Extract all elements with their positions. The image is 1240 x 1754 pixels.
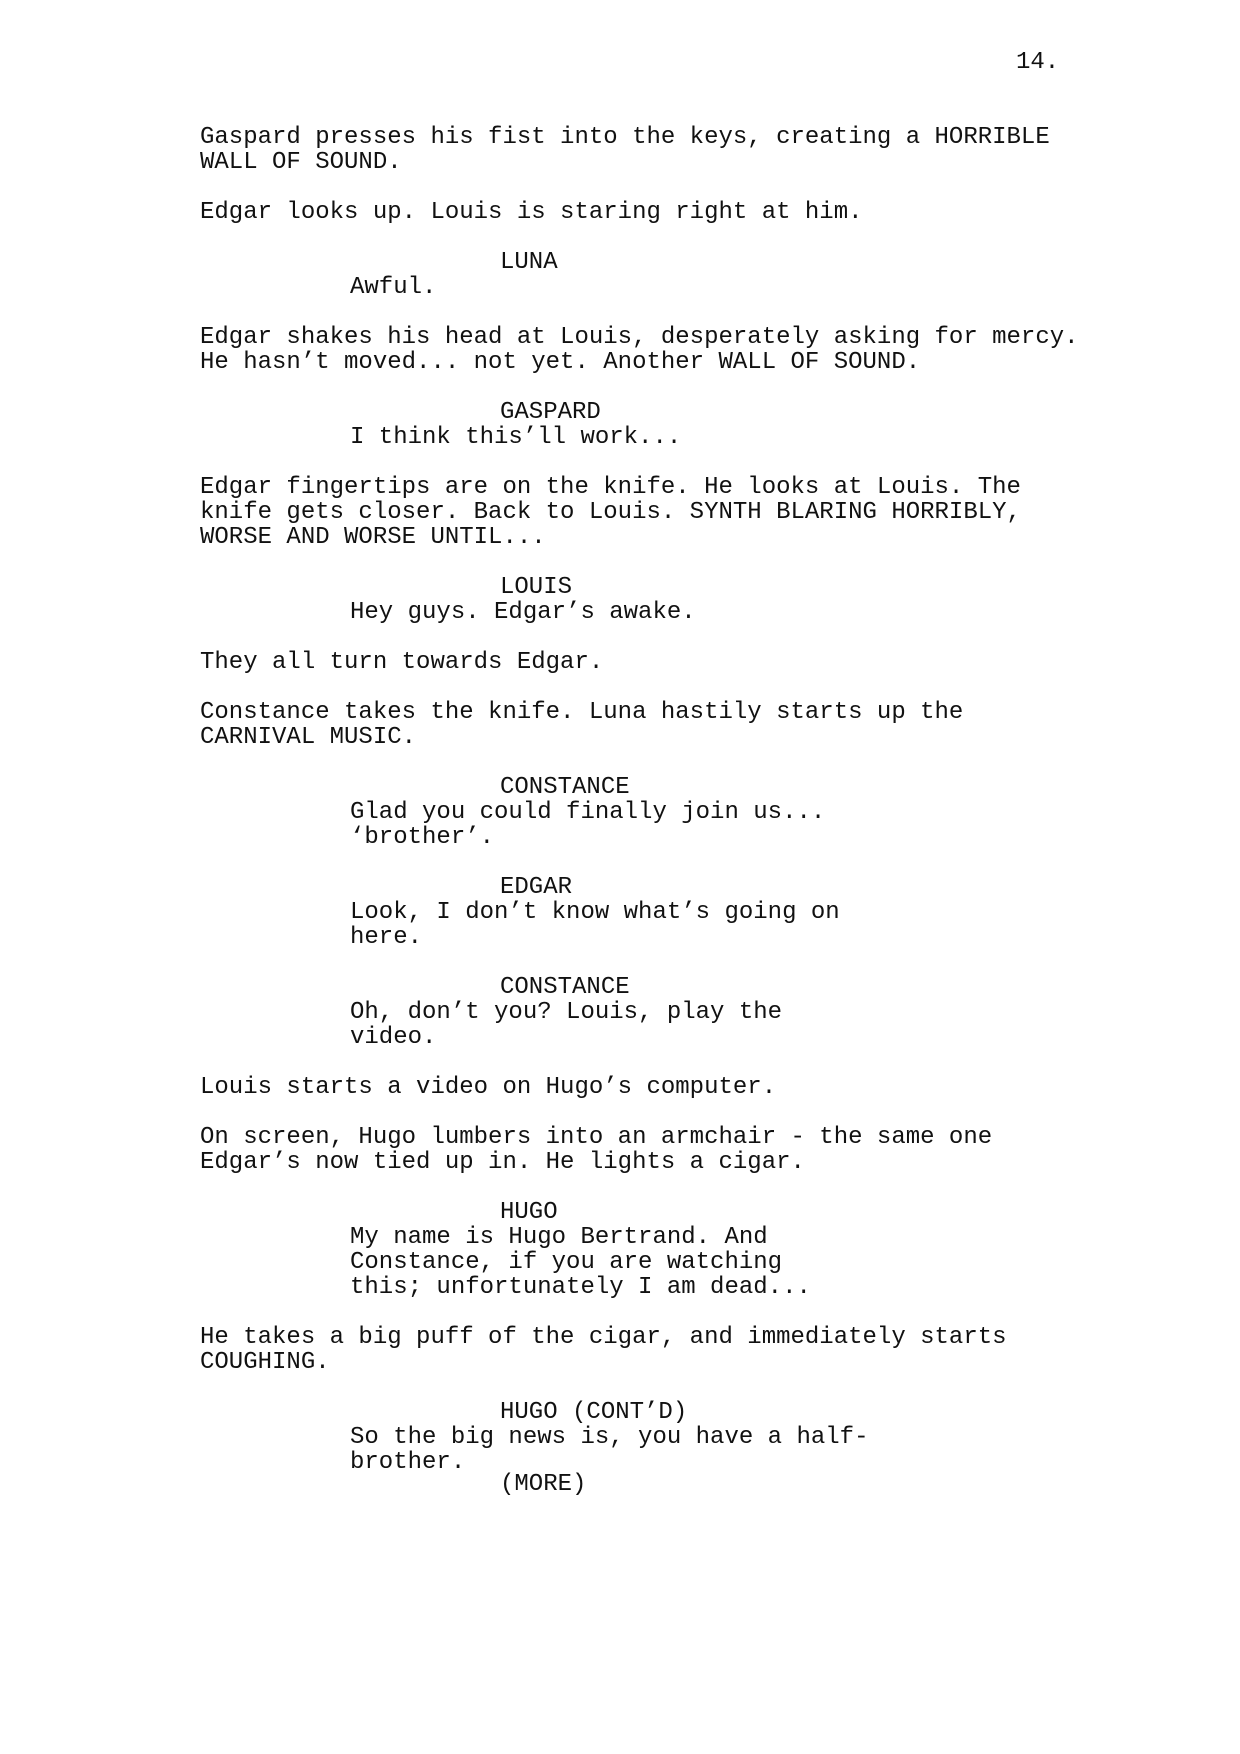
action-line: Edgar fingertips are on the knife. He looks at Louis. The <box>200 474 1021 501</box>
action-line: Edgar’s now tied up in. He lights a cigar. <box>200 1149 805 1176</box>
action-line: On screen, Hugo lumbers into an armchair - the same one <box>200 1124 993 1151</box>
action-line: Constance takes the knife. Luna hastily starts up the <box>200 699 964 726</box>
dialogue-line: Constance, if you are watching <box>350 1249 783 1276</box>
page-number: 14. <box>1016 49 1060 76</box>
dialogue-line: I think this’ll work... <box>350 424 682 451</box>
dialogue-line: brother. <box>350 1449 466 1476</box>
dialogue-line: ‘brother’. <box>350 824 495 851</box>
dialogue-line: Oh, don’t you? Louis, play the <box>350 999 783 1026</box>
dialogue-line: Awful. <box>350 274 437 301</box>
dialogue-line: video. <box>350 1024 437 1051</box>
dialogue-line: Glad you could finally join us... <box>350 799 826 826</box>
character-cue: CONSTANCE <box>500 774 630 801</box>
action-line: Edgar looks up. Louis is staring right at him. <box>200 199 863 226</box>
dialogue-line: My name is Hugo Bertrand. And <box>350 1224 768 1251</box>
action-line: WORSE AND WORSE UNTIL... <box>200 524 546 551</box>
dialogue-line: this; unfortunately I am dead... <box>350 1274 811 1301</box>
action-line: He takes a big puff of the cigar, and immediately starts <box>200 1324 1007 1351</box>
dialogue-line: Look, I don’t know what’s going on <box>350 899 840 926</box>
character-cue: CONSTANCE <box>500 974 630 1001</box>
character-cue: EDGAR <box>500 874 573 901</box>
action-line: WALL OF SOUND. <box>200 149 402 176</box>
character-cue: GASPARD <box>500 399 601 426</box>
dialogue-line: So the big news is, you have a half- <box>350 1424 869 1451</box>
action-line: They all turn towards Edgar. <box>200 649 604 676</box>
action-line: CARNIVAL MUSIC. <box>200 724 417 751</box>
action-line: Louis starts a video on Hugo’s computer. <box>200 1074 777 1101</box>
action-line: knife gets closer. Back to Louis. SYNTH BLARING HORRIBLY, <box>200 499 1021 526</box>
action-line: COUGHING. <box>200 1349 330 1376</box>
character-cue: LOUIS <box>500 574 573 601</box>
dialogue-line: Hey guys. Edgar’s awake. <box>350 599 696 626</box>
dialogue-line: here. <box>350 924 423 951</box>
more-continuation-marker: (MORE) <box>500 1471 587 1498</box>
action-line: He hasn’t moved... not yet. Another WALL OF SOUND. <box>200 349 921 376</box>
character-cue: HUGO <box>500 1199 558 1226</box>
character-cue: LUNA <box>500 249 558 276</box>
character-cue: HUGO (CONT’D) <box>500 1399 688 1426</box>
action-line: Gaspard presses his fist into the keys, creating a HORRIBLE <box>200 124 1050 151</box>
action-line: Edgar shakes his head at Louis, desperately asking for mercy. <box>200 324 1079 351</box>
